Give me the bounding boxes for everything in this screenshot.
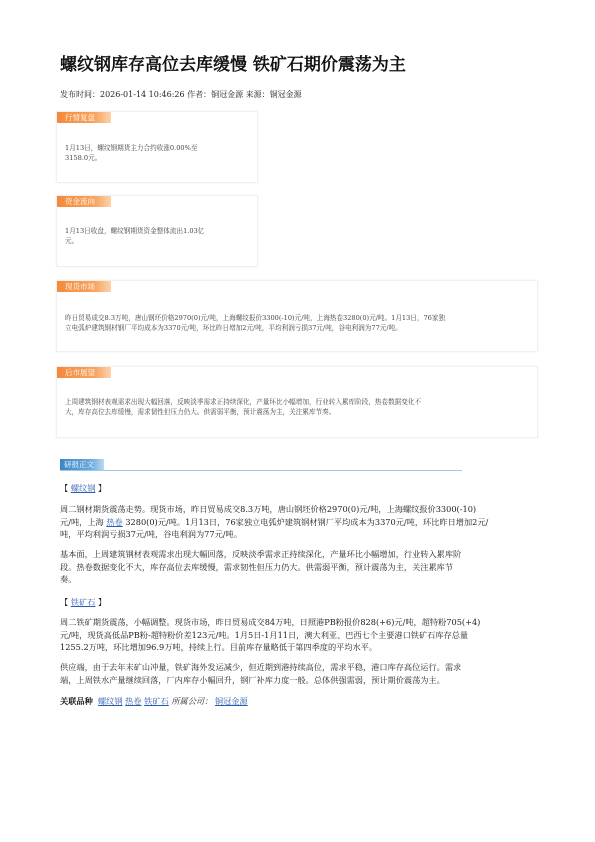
para-line: 元/吨，现货高低品PB粉-超特粉价差123元/吨。1月5日-1月11日，澳大利亚、巴西七个主要港口铁矿石库存总量 <box>60 629 469 640</box>
para-text: 3280(0)元/吨。1月13日，76家独立电弧炉建筑钢材钢厂平均成本为3370元/吨，环比昨日增加2元/ <box>125 516 489 527</box>
related-item-rebar[interactable]: 螺纹钢 <box>97 696 123 706</box>
iron-ore-paragraph-2 <box>60 661 540 686</box>
related-item-iron-ore[interactable]: 铁矿石 <box>144 696 169 706</box>
market-review-line: 3158.0元。 <box>65 154 102 162</box>
related-products <box>60 696 248 707</box>
para-line: 段。热卷数据变化不大，库存高位去库缓慢，需求韧性但压力仍大。供需弱平衡，预计震荡为主，关注累库节 <box>60 561 454 572</box>
bracket-open: 【 <box>60 597 69 607</box>
outlook-box <box>56 366 538 438</box>
para-line: 周二钢材期货震荡走势。现货市场，昨日贸易成交8.3万吨，唐山钢坯价格2970(0)元/吨，上海螺纹报价3300(-10) <box>60 504 477 514</box>
bracket-close: 】 <box>98 597 107 607</box>
para-line: 周二铁矿期货震荡，小幅调整。现货市场，昨日贸易成交84万吨，日照港PB粉报价828(+6)元/吨，超特粉705(+4) <box>60 617 481 627</box>
spot-market-line: 昨日贸易成交8.3万吨，唐山钢坯价格2970(0)元/吨，上海螺纹报价3300(-10)元/吨，上海热卷3280(0)元/吨。1月13日，76家独 <box>65 314 446 322</box>
rebar-link[interactable]: 螺纹钢 <box>70 483 96 493</box>
bracket-open: 【 <box>60 483 69 493</box>
para-line: 供应端，由于去年末矿山冲量，铁矿海外发运减少，但近期到港持续高位，需求平稳，港口库存高位运行。需求 <box>60 662 462 672</box>
company-link[interactable]: 铜冠金源 <box>214 696 248 706</box>
iron-ore-paragraph-1 <box>60 616 540 654</box>
fund-flow-line: 1月13日收盘，螺纹钢期货资金整体流出1.03亿 <box>65 227 205 235</box>
market-review-tag: 行情复盘 <box>57 112 111 123</box>
research-tag: 研报正文 <box>60 459 104 470</box>
article-meta: 发布时间：2026-01-14 10:46:26 作者：铜冠金源 来源：铜冠金源 <box>60 90 302 99</box>
fund-flow-tag: 资金流向 <box>57 196 111 207</box>
outlook-text <box>65 397 533 417</box>
para-line: 奏。 <box>60 574 77 585</box>
company-label: 所属公司： <box>171 696 213 706</box>
spot-market-tag: 现货市场 <box>57 281 111 292</box>
para-line: 1255.2万吨，环比增加96.9万吨，持续上行。目前库存量略低于第四季度的平均水平。 <box>60 642 378 653</box>
para-line: 基本面，上周建筑钢材表观需求出现大幅回落，反映淡季需求正持续深化，产量环比小幅增加，行业转入累库阶 <box>60 549 462 559</box>
para-text: 元/吨，上海 <box>60 516 104 527</box>
hot-coil-link[interactable]: 热卷 <box>106 516 123 527</box>
fund-flow-text <box>65 226 251 246</box>
spot-market-box <box>56 280 538 352</box>
related-label: 关联品种 <box>60 696 93 706</box>
outlook-line: 上周建筑钢材表观需求出现大幅回落，反映淡季需求正持续深化，产量环比小幅增加，行业转入累库阶段，热卷数据变化不 <box>65 398 422 406</box>
related-item-hot-coil[interactable]: 热卷 <box>125 696 142 706</box>
para-line <box>60 516 540 529</box>
rebar-section-label <box>60 483 106 494</box>
article-title: 螺纹钢库存高位去库缓慢 铁矿石期价震荡为主 <box>60 55 406 75</box>
rebar-paragraph-1 <box>60 503 540 541</box>
market-review-line: 1月13日，螺纹钢期货主力合约收涨0.00%至 <box>65 144 198 152</box>
bracket-close: 】 <box>98 483 107 493</box>
spot-market-text <box>65 313 533 333</box>
para-line: 端，上周铁水产量继续回落，厂内库存小幅回升，钢厂补库力度一般。总体供强需弱，预计期价震荡为主。 <box>60 674 445 685</box>
iron-ore-link[interactable]: 铁矿石 <box>70 597 96 607</box>
iron-ore-section-label <box>60 597 106 608</box>
outlook-line: 大，库存高位去库缓慢，需求韧性但压力仍大。供需弱平衡，预计震荡为主，关注累库节奏。 <box>65 408 336 416</box>
research-header <box>60 459 462 471</box>
market-review-box <box>56 111 258 183</box>
outlook-tag: 后市展望 <box>57 367 111 378</box>
fund-flow-line: 元。 <box>65 237 79 245</box>
rebar-paragraph-2 <box>60 548 540 586</box>
spot-market-line: 立电弧炉建筑钢材钢厂平均成本为3370元/吨，环比昨日增加2元/吨，平均利润亏损37元/吨，谷电利润为77元/吨。 <box>65 324 402 332</box>
para-line: 吨，平均利润亏损37元/吨，谷电利润为77元/吨。 <box>60 529 242 540</box>
fund-flow-box <box>56 195 258 267</box>
market-review-text <box>65 143 251 163</box>
